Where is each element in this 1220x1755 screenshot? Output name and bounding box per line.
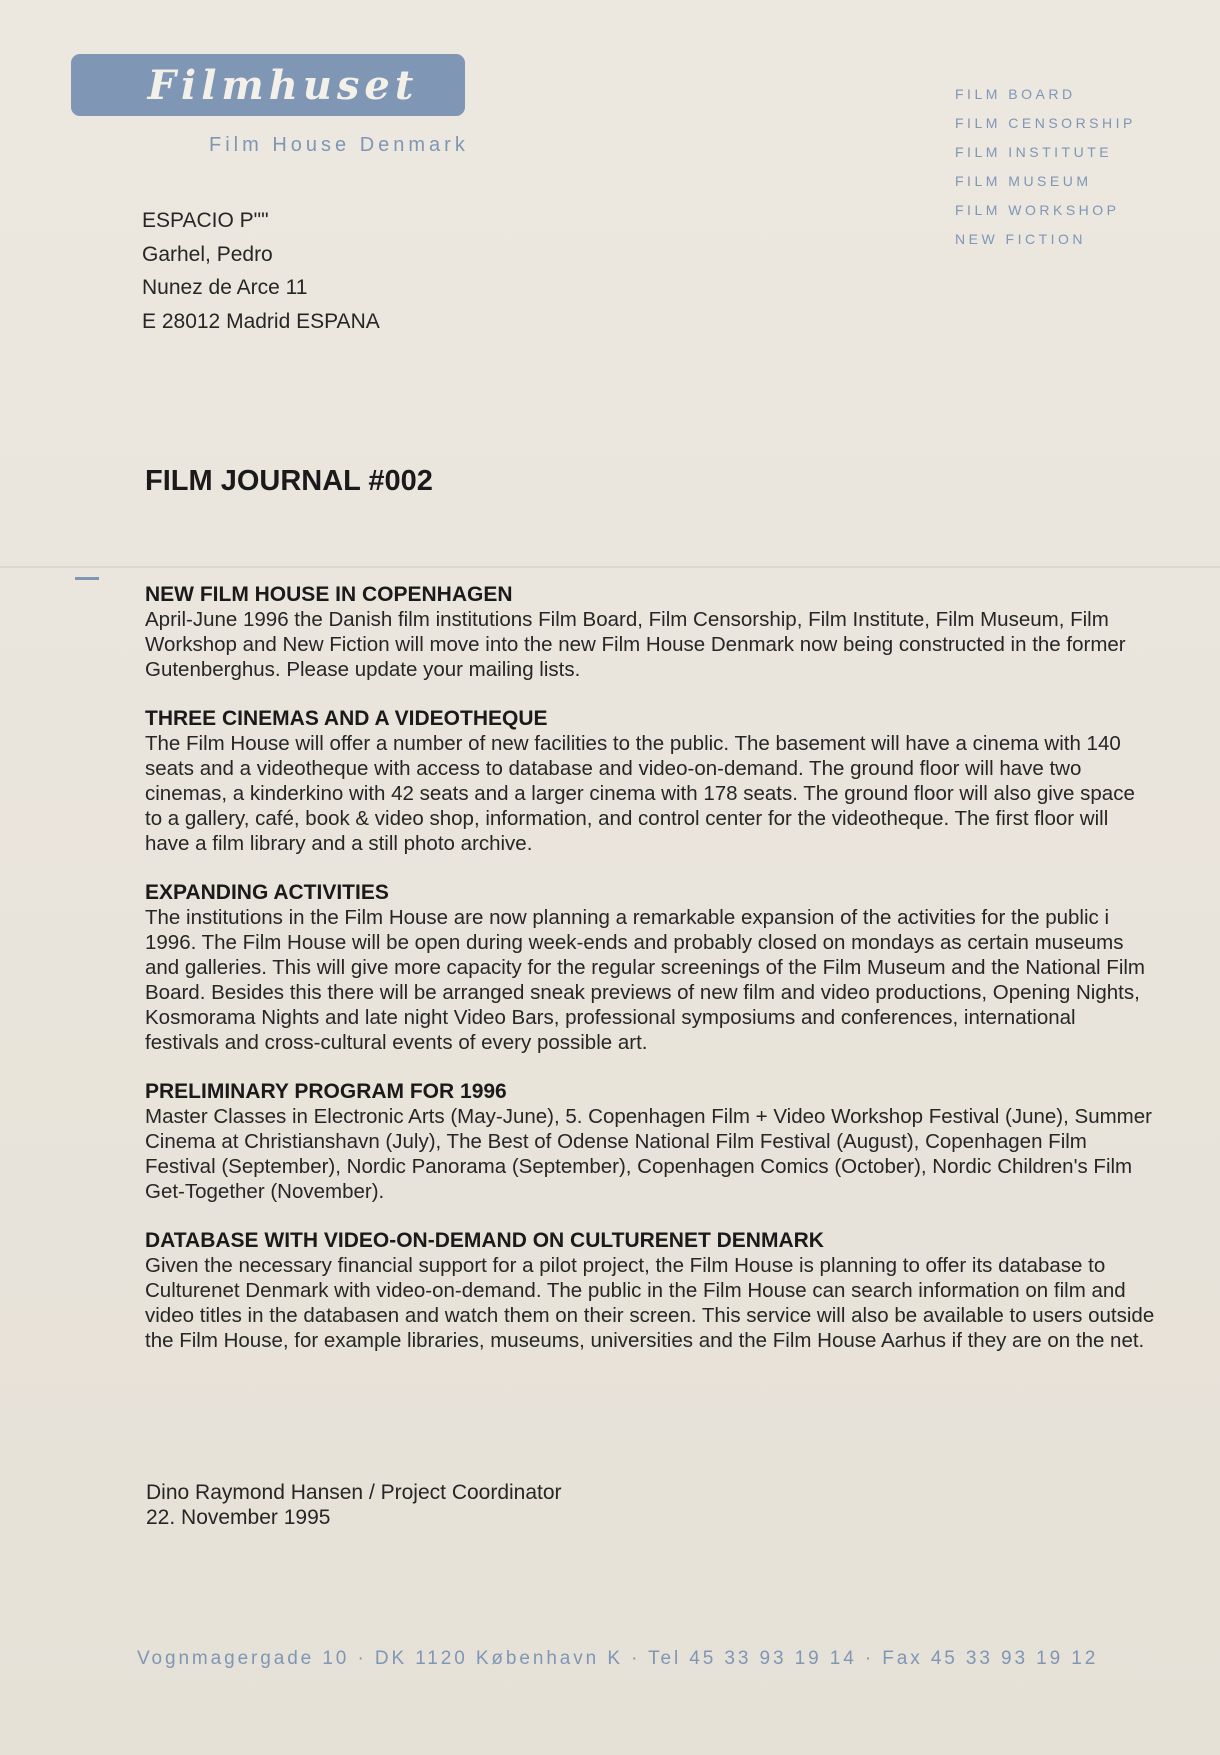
recipient-address	[142, 204, 380, 338]
section-new-film-house	[145, 582, 1155, 682]
address-line: Garhel, Pedro	[142, 242, 273, 266]
letterhead-tagline: Film House Denmark	[209, 134, 469, 156]
department-item: FILM INSTITUTE	[955, 144, 1113, 160]
signature-block	[146, 1480, 562, 1530]
section-database	[145, 1228, 1155, 1353]
department-list	[955, 80, 1136, 254]
signature-date: 22. November 1995	[146, 1506, 331, 1529]
section-heading: PRELIMINARY PROGRAM FOR 1996	[145, 1080, 507, 1103]
letter-body	[145, 582, 1155, 1377]
department-item: NEW FICTION	[955, 231, 1087, 247]
section-heading: THREE CINEMAS AND A VIDEOTHEQUE	[145, 707, 548, 730]
section-body: The Film House will offer a number of new facilities to the public. The basement will have a cinema with 140 seats and a videotheque with access to database and video-on-demand. The ground floor will have two cinemas, a kinderkino with 42 seats and a larger cinema with 178 seats. The ground floor will also give space to a gallery, café, book & video shop, information, and control center for the videotheque. The first floor will have a film library and a still photo archive.	[145, 732, 1135, 855]
section-heading: NEW FILM HOUSE IN COPENHAGEN	[145, 583, 513, 606]
address-line: E 28012 Madrid ESPANA	[142, 309, 380, 333]
section-body: Master Classes in Electronic Arts (May-June), 5. Copenhagen Film + Video Workshop Festival (June), Summer Cinema at Christianshavn (July), The Best of Odense National Film Festival (August), Copenhagen Film Festival (September), Nordic Panorama (September), Copenhagen Comics (October), Nordic Children's Film Get-Together (November).	[145, 1105, 1152, 1203]
journal-title: FILM JOURNAL #002	[145, 465, 433, 497]
section-body: April-June 1996 the Danish film institutions Film Board, Film Censorship, Film Institute, Film Museum, Film Workshop and New Fiction will move into the new Film House Denmark now being constructed in the former Gutenberghus. Please update your mailing lists.	[145, 608, 1126, 681]
department-item: FILM MUSEUM	[955, 173, 1092, 189]
section-heading: DATABASE WITH VIDEO-ON-DEMAND ON CULTURENET DENMARK	[145, 1229, 824, 1252]
section-body: The institutions in the Film House are now planning a remarkable expansion of the activities for the public i 1996. The Film House will be open during week-ends and probably closed on mondays as certain museums and galleries. This will give more capacity for the regular screenings of the Film Museum and the National Film Board. Besides this there will be arranged sneak previews of new film and video productions, Opening Nights, Kosmorama Nights and late night Video Bars, professional symposiums and conferences, international festivals and cross-cultural events of every possible art.	[145, 906, 1146, 1054]
footer-contact: Vognmagergade 10 · DK 1120 København K · Tel 45 33 93 19 14 · Fax 45 33 93 19 12	[137, 1648, 1099, 1669]
section-three-cinemas	[145, 706, 1155, 856]
section-heading: EXPANDING ACTIVITIES	[145, 881, 389, 904]
filmhuset-logo	[71, 54, 465, 116]
address-line: ESPACIO P""	[142, 209, 269, 232]
margin-mark	[75, 577, 99, 580]
department-item: FILM CENSORSHIP	[955, 115, 1136, 131]
paper-fold-line	[0, 566, 1220, 568]
section-body: Given the necessary financial support for a pilot project, the Film House is planning to offer its database to Culturenet Denmark with video-on-demand. The public in the Film House can search information on film and video titles in the databasen and watch them on their screen. This service will also be available to users outside the Film House, for example libraries, museums, universities and the Film House Aarhus if they are on the net.	[145, 1254, 1155, 1352]
section-expanding-activities	[145, 880, 1155, 1055]
department-item: FILM WORKSHOP	[955, 202, 1120, 218]
department-item: FILM BOARD	[955, 86, 1076, 102]
address-line: Nunez de Arce 11	[142, 276, 308, 299]
logo-text: Filmhuset	[147, 61, 419, 109]
signature-name: Dino Raymond Hansen / Project Coordinator	[146, 1481, 562, 1504]
section-preliminary-program	[145, 1079, 1155, 1204]
